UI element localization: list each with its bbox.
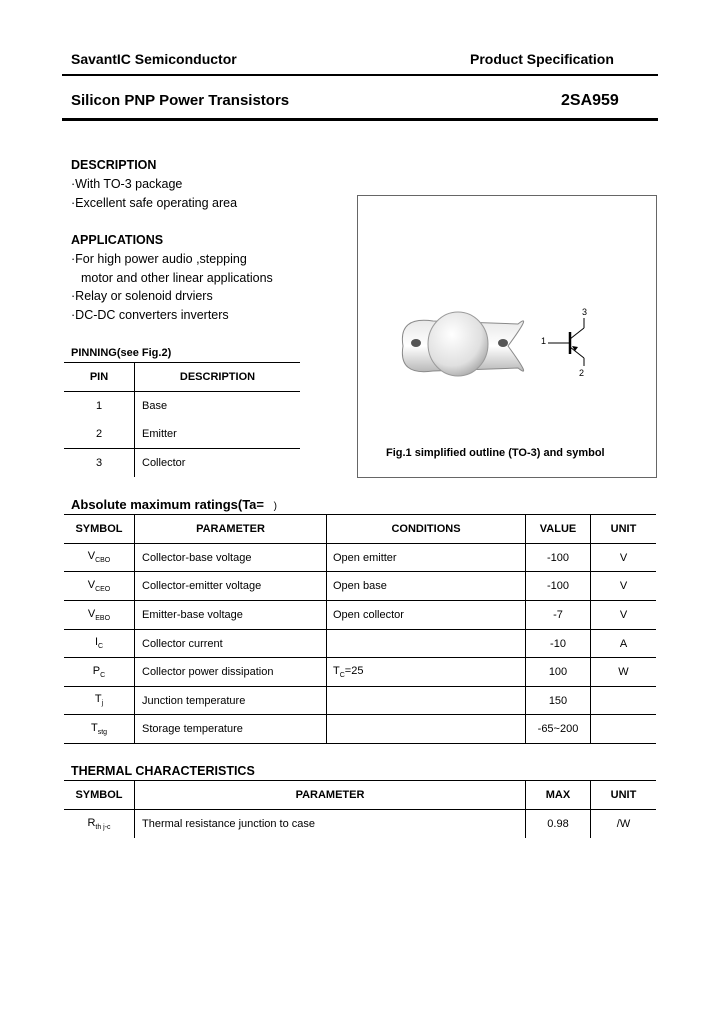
condition-subscript: C xyxy=(339,672,345,680)
pinning-table xyxy=(64,362,300,477)
table-row xyxy=(64,449,300,477)
pin-label: 2 xyxy=(579,368,585,378)
pin-label: 1 xyxy=(541,336,547,346)
symbol-col-header: SYMBOL xyxy=(64,781,135,810)
description-item: ·Excellent safe operating area xyxy=(71,196,238,210)
application-item: ·Relay or solenoid drviers xyxy=(71,289,213,303)
value-cell: 100 xyxy=(526,658,591,687)
table-row xyxy=(64,687,656,715)
symbol-subscript: EBO xyxy=(95,615,111,623)
symbol-cell xyxy=(64,572,135,601)
conditions-col-header: CONDITIONS xyxy=(327,515,526,544)
pin-description: Collector xyxy=(142,456,186,469)
table-row xyxy=(64,658,656,687)
application-item: ·DC-DC converters inverters xyxy=(71,308,229,322)
table-row xyxy=(64,572,656,601)
pinning-heading: PINNING(see Fig.2) xyxy=(71,347,172,359)
unit-col-header: UNIT xyxy=(610,789,637,801)
conditions-cell xyxy=(327,715,526,744)
symbol-cell xyxy=(64,658,135,687)
value-cell: -100 xyxy=(526,572,591,601)
abs-max-heading-text: Absolute maximum ratings(Ta= xyxy=(71,497,264,512)
parameter-cell: Collector-emitter voltage xyxy=(135,572,327,601)
parameter-cell: Collector current xyxy=(135,630,327,658)
max-cell: 0.98 xyxy=(526,810,591,838)
value-cell: -65~200 xyxy=(526,715,591,744)
value-cell: 150 xyxy=(526,687,591,715)
unit-cell: V xyxy=(619,551,628,564)
unit-cell: /W xyxy=(616,817,631,830)
condition-tail: =25 xyxy=(344,664,364,677)
symbol-main: V xyxy=(87,607,96,620)
pin-label: 3 xyxy=(582,307,588,317)
conditions-cell: Open base xyxy=(327,572,526,601)
figure-box xyxy=(357,195,657,478)
max-col-header: MAX xyxy=(526,781,591,810)
conditions-cell: Open emitter xyxy=(327,544,526,572)
table-row xyxy=(64,392,300,421)
unit-cell xyxy=(591,687,657,715)
symbol-main: I xyxy=(94,636,98,649)
symbol-cell xyxy=(64,687,135,715)
symbol-cell xyxy=(64,601,135,630)
pin-number: 1 xyxy=(64,392,135,421)
table-row xyxy=(64,601,656,630)
unit-cell: A xyxy=(619,637,628,650)
unit-cell xyxy=(591,715,657,744)
description-heading: DESCRIPTION xyxy=(71,158,157,172)
document-type: Product Specification xyxy=(470,51,614,67)
condition-main: T xyxy=(333,664,340,677)
figure-caption: Fig.1 simplified outline (TO-3) and symbol xyxy=(386,447,605,459)
value-cell: -100 xyxy=(526,544,591,572)
symbol-cell xyxy=(64,715,135,744)
product-line-title: Silicon PNP Power Transistors xyxy=(71,92,290,109)
part-number: 2SA959 xyxy=(561,92,619,109)
symbol-col-header: SYMBOL xyxy=(64,515,135,544)
parameter-cell: Collector power dissipation xyxy=(135,658,327,687)
table-row xyxy=(64,715,656,744)
description-col-header: DESCRIPTION xyxy=(179,371,256,383)
unit-cell: W xyxy=(618,666,629,678)
pnp-transistor-symbol xyxy=(358,196,656,477)
symbol-subscript: th j-c xyxy=(95,823,111,831)
table-row xyxy=(64,810,656,838)
parameter-cell: Junction temperature xyxy=(135,687,327,715)
symbol-main: V xyxy=(87,550,96,563)
symbol-subscript: stg xyxy=(97,729,108,737)
abs-max-table xyxy=(64,514,656,744)
parameter-cell: Thermal resistance junction to case xyxy=(135,810,526,838)
table-row xyxy=(64,544,656,572)
conditions-cell xyxy=(327,687,526,715)
thermal-table xyxy=(64,780,656,838)
application-item: motor and other linear applications xyxy=(81,271,273,285)
conditions-cell xyxy=(327,658,526,687)
symbol-main: T xyxy=(90,721,98,734)
symbol-cell xyxy=(64,810,135,838)
thermal-heading: THERMAL CHARACTERISTICS xyxy=(71,764,255,778)
symbol-main: R xyxy=(87,816,96,829)
parameter-cell: Storage temperature xyxy=(135,715,327,744)
header-divider xyxy=(62,74,658,76)
application-item: ·For high power audio ,stepping xyxy=(71,252,247,266)
symbol-subscript: j xyxy=(101,700,104,708)
value-cell: -10 xyxy=(526,630,591,658)
pin-col-header: PIN xyxy=(64,363,135,392)
unit-cell: V xyxy=(619,609,628,621)
conditions-cell xyxy=(327,630,526,658)
pin-description: Base xyxy=(142,400,168,413)
pin-number: 2 xyxy=(64,421,135,449)
pinning-header-row xyxy=(64,363,300,392)
symbol-main: P xyxy=(92,664,101,677)
company-name: SavantIC Semiconductor xyxy=(71,51,237,67)
parameter-cell: Emitter-base voltage xyxy=(135,601,327,630)
symbol-subscript: CBO xyxy=(95,557,111,565)
value-col-header: VALUE xyxy=(526,515,591,544)
parameter-cell: Collector-base voltage xyxy=(135,544,327,572)
parameter-col-header: PARAMETER xyxy=(135,515,327,544)
pin-number: 3 xyxy=(64,449,135,477)
abs-max-heading-tail: ) xyxy=(273,501,277,512)
symbol-cell xyxy=(64,630,135,658)
table-row xyxy=(64,421,300,449)
unit-col-header: UNIT xyxy=(610,523,637,535)
abs-max-heading xyxy=(71,497,277,512)
conditions-cell: Open collector xyxy=(327,601,526,630)
pin-description: Emitter xyxy=(142,428,177,441)
symbol-subscript: C xyxy=(100,672,106,680)
thermal-header-row xyxy=(64,781,656,810)
applications-heading: APPLICATIONS xyxy=(71,233,164,247)
table-row xyxy=(64,630,656,658)
symbol-main: T xyxy=(94,693,102,706)
symbol-main: V xyxy=(87,578,96,591)
title-divider xyxy=(62,118,658,121)
abs-max-header-row xyxy=(64,515,656,544)
description-item: ·With TO-3 package xyxy=(71,177,183,191)
value-cell: -7 xyxy=(526,601,591,630)
parameter-col-header: PARAMETER xyxy=(135,781,526,810)
symbol-cell xyxy=(64,544,135,572)
unit-cell: V xyxy=(619,580,628,592)
symbol-subscript: C xyxy=(98,643,104,651)
symbol-subscript: CEO xyxy=(95,586,111,594)
